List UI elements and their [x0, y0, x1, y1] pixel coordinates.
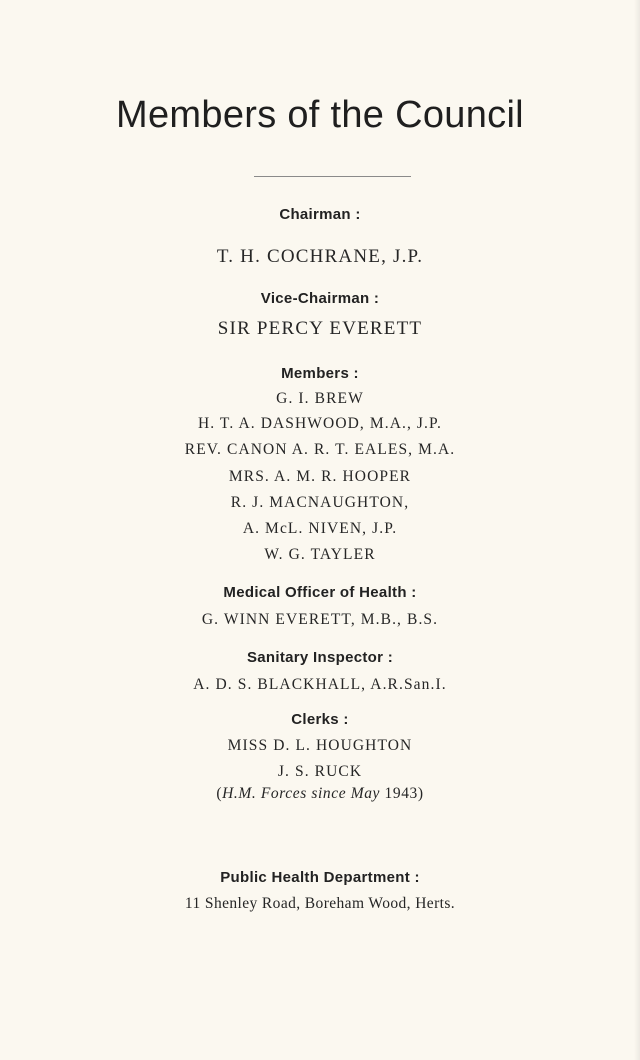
member-name: MRS. A. M. R. HOOPER: [228, 468, 412, 485]
member-name: A. McL. NIVEN, J.P.: [242, 520, 398, 537]
sanitary-inspector-heading: Sanitary Inspector :: [246, 649, 394, 666]
member-name: G. I. BREW: [276, 390, 364, 407]
members-heading: Members :: [281, 365, 359, 382]
chairman-name: T. H. COCHRANE, J.P.: [216, 246, 424, 267]
page-title: Members of the Council: [116, 94, 524, 136]
department-heading: Public Health Department :: [220, 869, 420, 886]
member-name: R. J. MACNAUGHTON,: [230, 494, 410, 511]
vice-chairman-heading: Vice-Chairman :: [260, 290, 380, 307]
department-address: 11 Shenley Road, Boreham Wood, Herts.: [184, 895, 456, 912]
clerk-note-italic: H.M. Forces since May: [222, 785, 381, 802]
medical-officer-name: G. WINN EVERETT, M.B., B.S.: [201, 611, 439, 628]
vice-chairman-name: SIR PERCY EVERETT: [217, 318, 423, 339]
sanitary-inspector-name: A. D. S. BLACKHALL, A.R.San.I.: [193, 676, 447, 693]
clerk-name: J. S. RUCK: [277, 763, 363, 780]
clerks-heading: Clerks :: [291, 711, 349, 728]
clerk-note-open: (: [216, 785, 223, 802]
chairman-heading: Chairman :: [279, 206, 361, 223]
member-name: H. T. A. DASHWOOD, M.A., J.P.: [197, 415, 443, 432]
title-divider: [254, 176, 411, 177]
clerk-name: MISS D. L. HOUGHTON: [227, 737, 413, 754]
clerk-note: [0, 785, 640, 803]
member-name: REV. CANON A. R. T. EALES, M.A.: [184, 441, 456, 458]
member-name: W. G. TAYLER: [264, 546, 376, 563]
clerk-note-year: 1943): [380, 785, 424, 802]
medical-officer-heading: Medical Officer of Health :: [223, 584, 417, 601]
page-edge-shadow: [634, 0, 640, 1060]
